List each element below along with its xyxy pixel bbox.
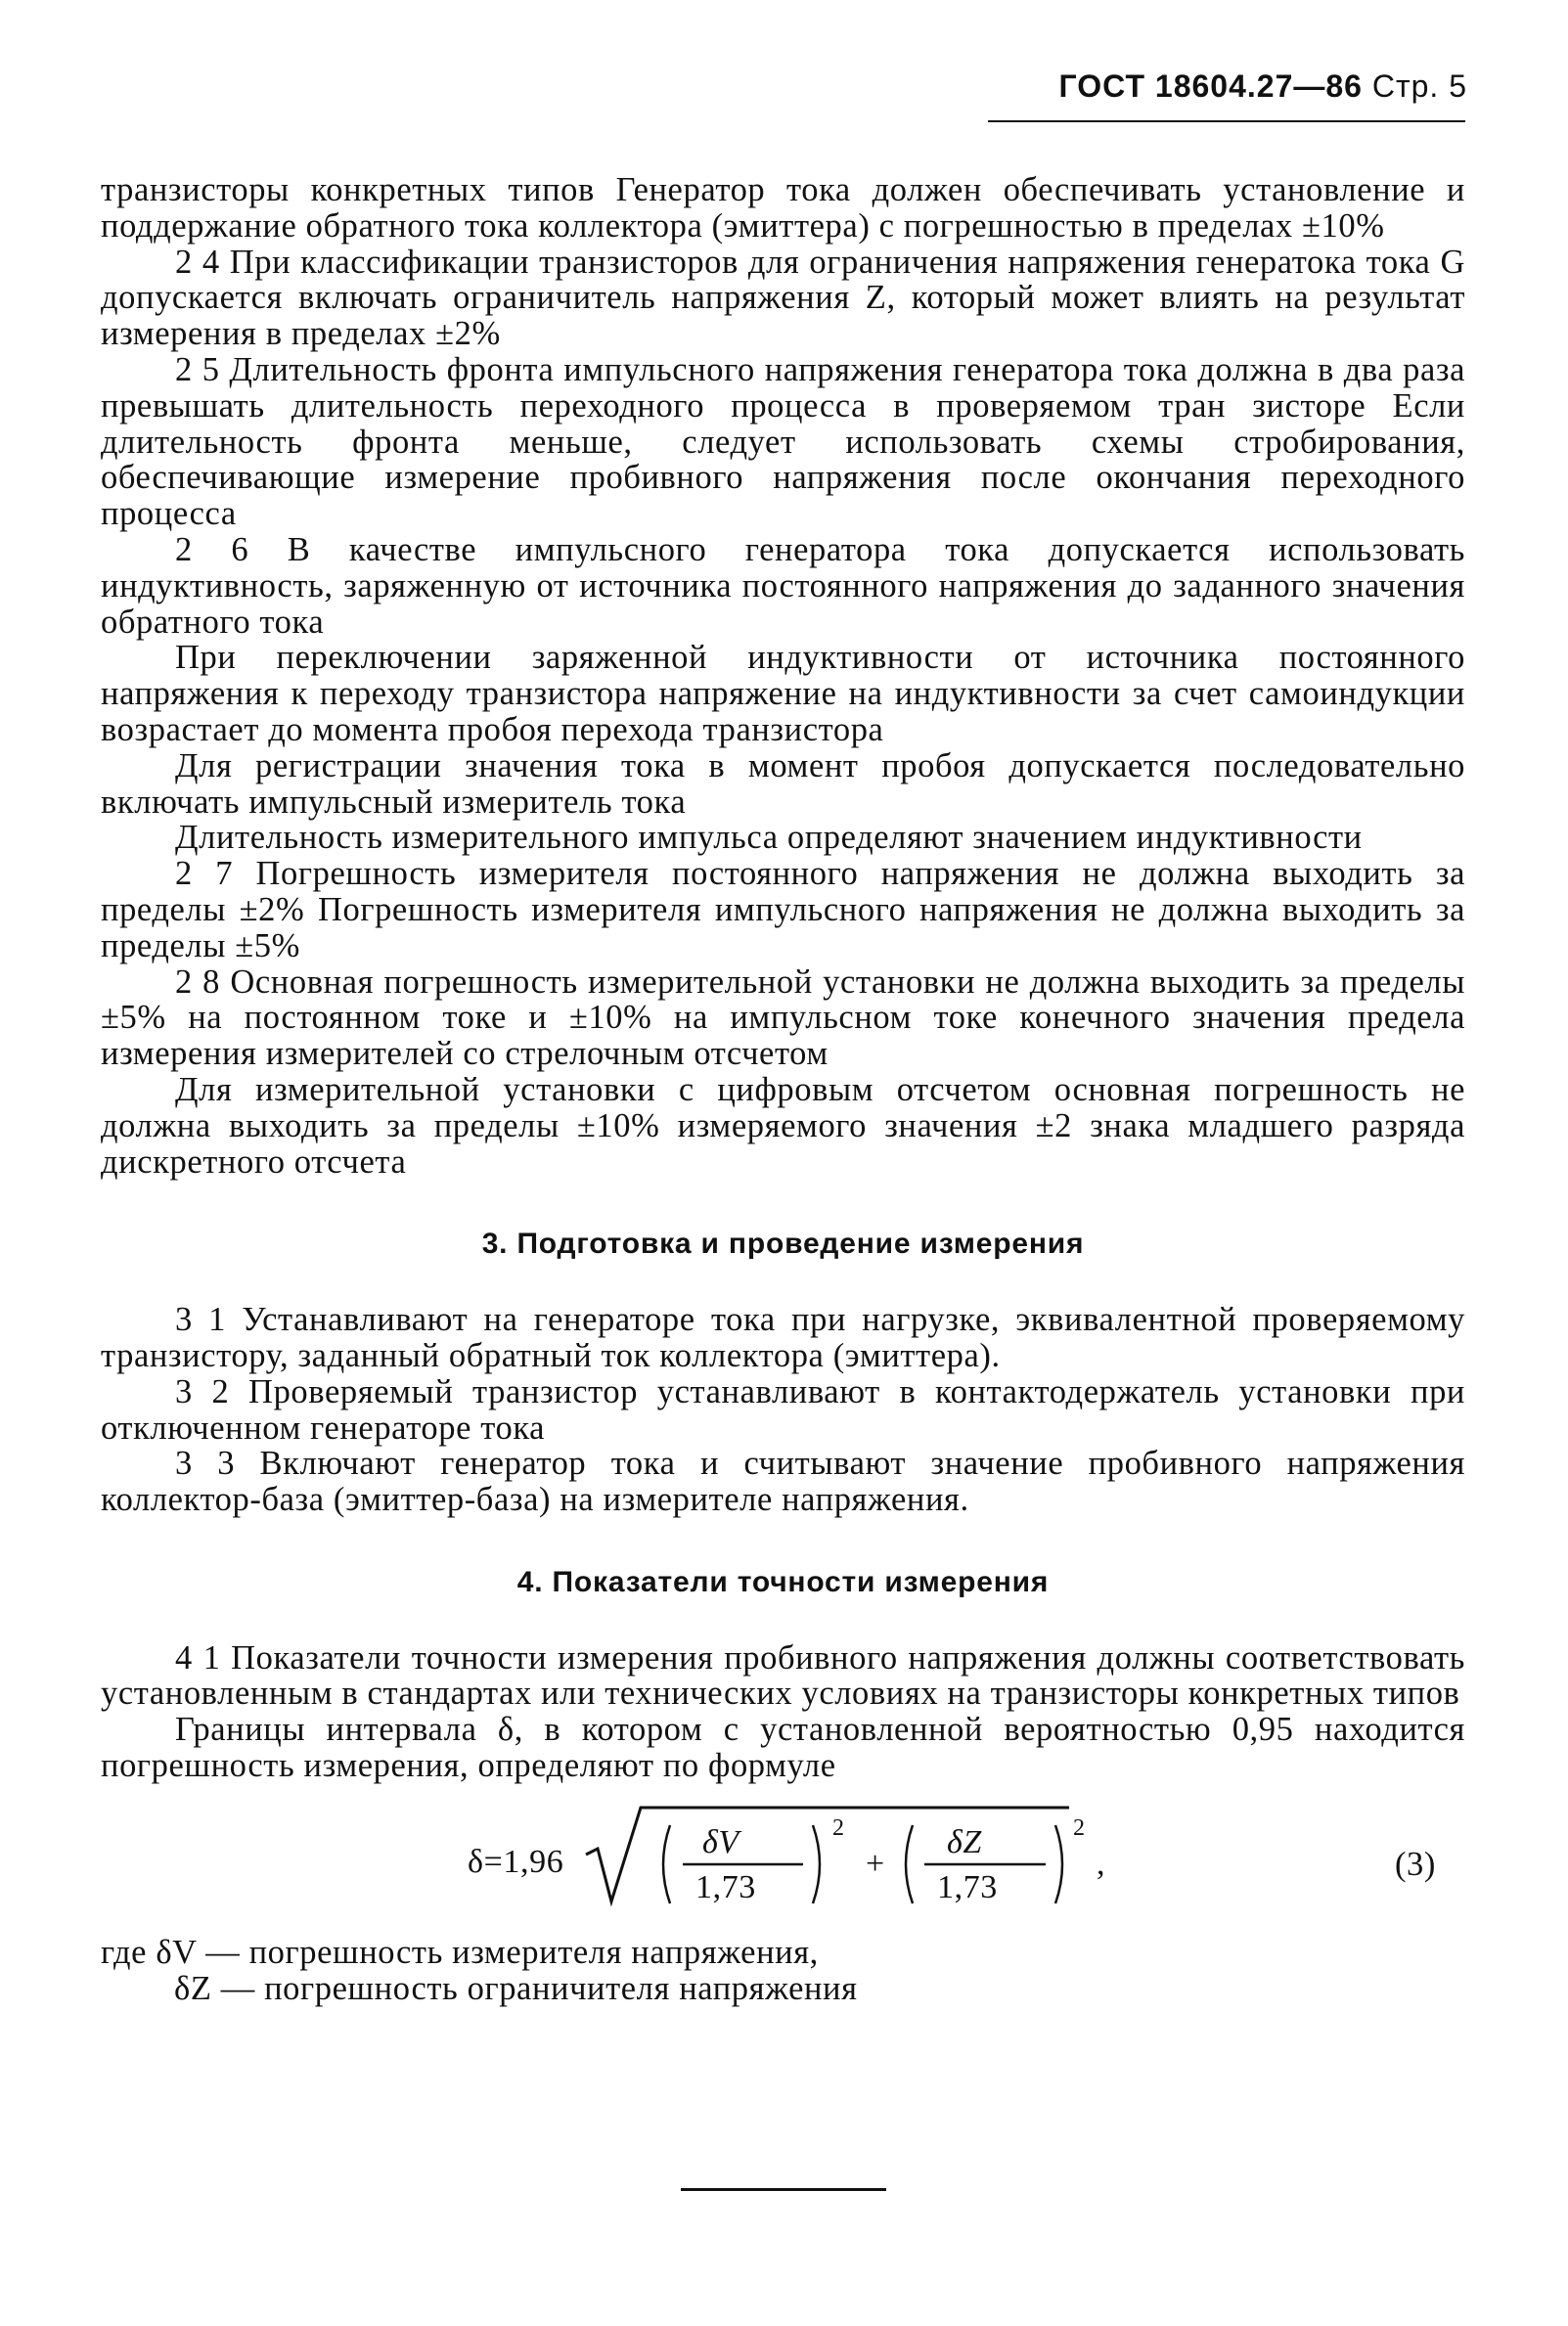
paragraph: Длительность измерительного импульса определяют значением индуктивности <box>175 819 1363 857</box>
clause-2-8: 2 8 Основная погрешность измерительной установки не должна выходить за пределы ±5% на постоянном токе и ±10% на импульсном токе конечного значения предела измерения измерителей со стрелочным отсчетом <box>101 962 1465 1073</box>
clause-3-2: 3 2 Проверяемый транзистор устанавливают в контактодержатель установки при отключенном генераторе тока <box>101 1372 1465 1447</box>
section-heading-3: 3. Подготовка и проведение измерения <box>481 1228 1085 1261</box>
clause-4-1: 4 1 Показатели точности измерения пробивного напряжения должны соответствовать установленным в стандартах или технических условиях на транзисторы конкретных типов <box>101 1638 1465 1713</box>
formula-graphic <box>101 1794 1465 1923</box>
document-body <box>101 172 1465 2006</box>
fraction-numerator-1: δV <box>702 1823 739 1860</box>
paren-close <box>1055 1825 1062 1903</box>
formula-3 <box>101 1794 1465 1923</box>
paren-open <box>663 1825 670 1903</box>
exponent-1: 2 <box>832 1814 845 1841</box>
fraction-denominator-1: 1,73 <box>695 1868 756 1905</box>
standard-number: ГОСТ 18604.27—86 <box>1058 68 1363 104</box>
page-number: Стр. 5 <box>1371 68 1467 104</box>
where-line-2: δZ — погрешность ограничителя напряжения <box>174 1969 858 2007</box>
clause-2-7: 2 7 Погрешность измерителя постоянного напряжения не должна выходить за пределы ±2% Погрешность измерителя импульсного напряжения не должна выходить за пределы ±5% <box>101 855 1465 964</box>
where-line-1: где δV — погрешность измерителя напряжения, <box>101 1933 819 1971</box>
page-header <box>978 68 1467 117</box>
paren-open <box>906 1825 913 1903</box>
clause-3-1: 3 1 Устанавливают на генераторе тока при нагрузке, эквивалентной проверяемому транзистору, заданный обратный ток коллектора (эмиттера). <box>101 1301 1465 1374</box>
plus-sign: + <box>866 1845 885 1882</box>
paren-close <box>813 1825 820 1903</box>
paragraph: Для измерительной установки с цифровым отсчетом основная погрешность не должна выходить за пределы ±10% измеряемого значения ±2 знака младшего разряда дискретного отсчета <box>101 1070 1465 1181</box>
fraction-numerator-2: δZ <box>947 1823 982 1860</box>
clause-2-6: 2 6 В качестве импульсного генератора тока допускается использовать индуктивность, заряженную от источника постоянного напряжения до заданного значения обратного тока <box>101 530 1465 641</box>
clause-3-3: 3 3 Включают генератор тока и считывают значение пробивного напряжения коллектор-база (эмиттер-база) на измерителе напряжения. <box>101 1445 1465 1519</box>
formula-lhs: δ=1,96 <box>468 1843 564 1880</box>
exponent-2: 2 <box>1073 1814 1086 1841</box>
clause-2-4: 2 4 При классификации транзисторов для ограничения напряжения генератока тока G допускается включать ограничитель напряжения Z, который может влиять на результат измерения в пределах ±2% <box>101 243 1465 353</box>
fraction-denominator-2: 1,73 <box>937 1868 998 1905</box>
paragraph: При переключении заряженной индуктивности от источника постоянного напряжения к переходу транзистора напряжение на индуктивности за счет самоиндукции возрастает до момента пробоя перехода транзистора <box>101 639 1465 748</box>
paragraph: Для регистрации значения тока в момент пробоя допускается последовательно включать импульсный измеритель тока <box>101 746 1465 821</box>
formula-comma: , <box>1097 1845 1106 1882</box>
clause-2-5: 2 5 Длительность фронта импульсного напряжения генератора тока должна в два раза превышать длительность переходного процесса в проверяемом тран зисторе Если длительность фронта меньше, следует использовать схемы стробирования, обеспечивающие измерение пробивного напряжения после окончания переходного процесса <box>101 350 1465 533</box>
end-rule <box>681 2188 886 2191</box>
equation-number: (3) <box>1394 1845 1436 1883</box>
section-heading-4: 4. Показатели точности измерения <box>516 1565 1050 1598</box>
paragraph: Границы интервала δ, в котором с установленной вероятностью 0,95 находится погрешность измерения, определяют по формуле <box>101 1711 1465 1785</box>
header-rule <box>988 120 1465 122</box>
paragraph: транзисторы конкретных типов Генератор тока должен обеспечивать установление и поддержание обратного тока коллектора (эмиттера) с погрешностью в пределах ±10% <box>101 171 1465 245</box>
